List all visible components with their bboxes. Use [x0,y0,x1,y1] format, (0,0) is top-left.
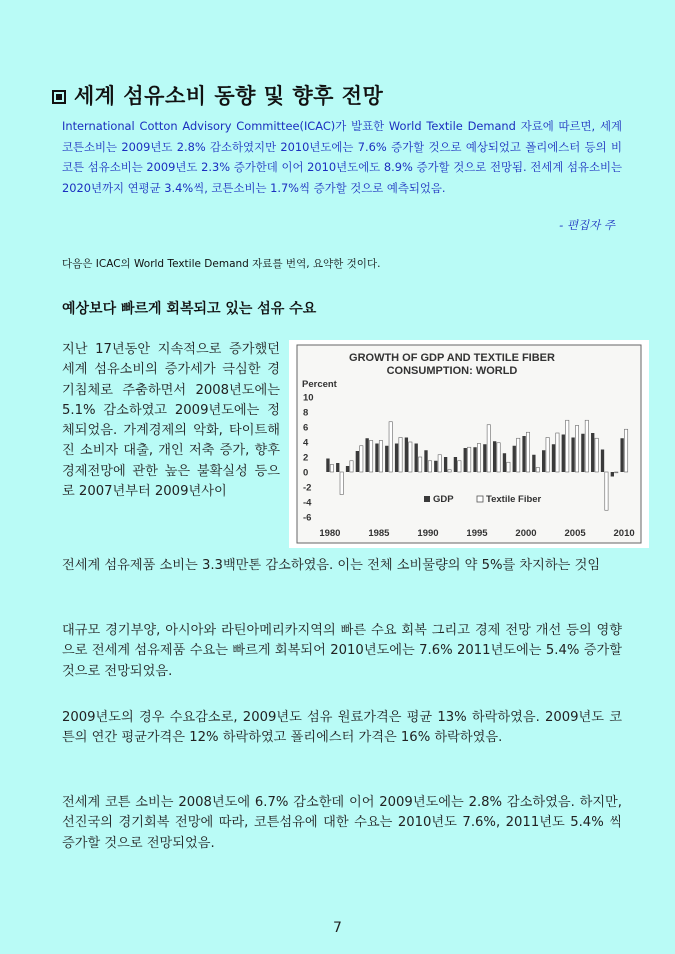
gdp-bar [503,453,506,472]
intro-paragraph: International Cotton Advisory Committee(ICAC)가 발표한 World Textile Demand 자료에 따르면, 세계 코튼소비는 2009년도 2.8% 감소하였지만 2010년도에는 7.6% 증가할 것으로 예상되었고 폴리에스터 등의 비코튼 섬유소비는 2009년도 2.3% 증가한데 이어 2010년도에도 8.9% 증가할 것으로 전망됨. 전세계 섬유소비는 2020년까지 연평균 3.4%씩, 코튼소비는 1.7%씩 증가할 것으로 예측되었음. [62,119,622,195]
textile-fiber-bar [497,443,500,472]
gdp-bar [513,446,516,472]
x-tick-label: 2005 [564,528,586,539]
gdp-bar [346,466,349,472]
textile-fiber-bar [448,470,451,472]
gdp-bar [356,451,359,472]
textile-fiber-bar [615,472,618,473]
chart-svg [289,340,649,548]
y-tick-label: 8 [303,407,309,419]
gdp-bar [581,434,584,472]
gdp-bar [591,433,594,472]
gdp-bar [326,459,329,473]
gdp-bar [385,446,388,472]
textile-fiber-bar [477,444,480,473]
textile-fiber-bar [389,422,392,472]
paragraph-3: 2009년도의 경우 수요감소로, 2009년도 섬유 원료가격은 평균 13% 하락하였음. 2009년도 코튼의 연간 평균가격은 12% 하락하였고 폴리에스터 가격은 16% 하락하였음. [62,710,622,746]
textile-fiber-bar [624,429,627,472]
textile-fiber-bar [526,432,529,472]
gdp-bar [336,463,339,472]
textile-fiber-bar [575,426,578,473]
gdp-bar [562,435,565,473]
gdp-bar [552,444,555,472]
y-tick-label: -2 [303,482,312,494]
x-tick-label: 2010 [613,528,635,539]
y-tick-label: 0 [303,467,309,479]
legend-gdp-label: GDP [433,494,454,505]
y-tick-label: 10 [303,392,314,404]
textile-fiber-bar [536,468,539,473]
textile-fiber-bar [438,455,441,472]
editor-note: - 편집자 주 [559,218,615,232]
x-tick-label: 1980 [319,528,341,539]
textile-fiber-bar [517,438,520,472]
paragraph-1-wrapped: 지난 17년동안 지속적으로 증가했던 세계 섬유소비의 증가세가 극심한 경기침체로 주춤하면서 2008년도에는 5.1% 감소하였고 2009년도에는 정체되었음. 가계경제의 악화, 타이트해진 소비자 대출, 개인 저축 증가, 향후 경제전망에 관한 높은 불확실성 등으로 2007년부터 2009년사이 [62,342,280,500]
gdp-bar [620,438,623,472]
textile-fiber-bar [418,457,421,472]
textile-fiber-bar [556,433,559,472]
textile-fiber-bar [350,461,353,472]
gdp-bar [434,461,437,472]
textile-fiber-bar [595,438,598,472]
textile-fiber-bar [330,465,333,473]
translation-note: 다음은 ICAC의 World Textile Demand 자료를 번역, 요약한 것이다. [62,258,381,270]
chart-title-line-1: GROWTH OF GDP AND TEXTILE FIBER [349,352,555,364]
square-bullet-icon [52,90,66,104]
textile-fiber-bar [369,441,372,473]
gdp-bar [571,438,574,473]
x-tick-label: 1990 [417,528,439,539]
gdp-bar [601,450,604,473]
gdp-bar [532,455,535,472]
y-axis-label: Percent [302,379,337,390]
textile-fiber-bar [507,462,510,472]
gdp-bar [542,450,545,472]
gdp-bar [405,438,408,473]
x-tick-label: 1995 [466,528,488,539]
textile-fiber-bar [487,425,490,472]
textile-fiber-bar [467,447,470,472]
legend-fiber-swatch [477,496,483,502]
paragraph-4: 전세계 코튼 소비는 2008년도에 6.7% 감소한데 이어 2009년도에는 2.8% 감소하였음. 하지만, 선진국의 경기회복 전망에 따라, 코튼섬유에 대한 수요는 2010년도 7.6%, 2011년도 5.4% 씩 증가할 것으로 전망되었음. [62,795,622,851]
gdp-bar [483,444,486,472]
gdp-bar [464,448,467,472]
textile-fiber-bar [585,420,588,472]
textile-fiber-bar [428,461,431,472]
y-tick-label: -4 [303,497,312,509]
gdp-bar [493,441,496,472]
gdp-bar [444,457,447,472]
gdp-bar [375,444,378,473]
gdp-bar [415,444,418,473]
x-tick-label: 1985 [368,528,390,539]
textile-fiber-bar [566,420,569,472]
gdp-bar [365,438,368,472]
textile-fiber-bar [379,441,382,473]
page-number: 7 [333,920,342,936]
paragraph-2: 대규모 경기부양, 아시아와 라틴아메리카지역의 빠른 수요 회복 그리고 경제 전망 개선 등의 영향으로 전세계 섬유제품 수요는 빠르게 회복되어 2010년도에는 7.6% 2011년도에는 5.4% 증가할 것으로 전망되었음. [62,623,622,679]
gdp-fiber-chart [289,340,649,548]
paragraph-1-continued: 전세계 섬유제품 소비는 3.3백만톤 감소하였음. 이는 전체 소비물량의 약 5%를 차지하는 것임 [62,558,601,573]
gdp-bar [473,447,476,472]
gdp-bar [454,457,457,472]
y-tick-label: -6 [303,512,312,524]
page-title-text: 세계 섬유소비 동향 및 향후 전망 [74,84,384,108]
textile-fiber-bar [458,461,461,472]
gdp-bar [522,436,525,472]
textile-fiber-bar [340,472,343,495]
x-tick-label: 2000 [515,528,537,539]
textile-fiber-bar [360,446,363,472]
gdp-bar [395,444,398,473]
chart-title-line-2: CONSUMPTION: WORLD [386,365,518,377]
legend-gdp-swatch [424,496,430,502]
textile-fiber-bar [409,442,412,472]
y-tick-label: 2 [303,452,309,464]
textile-fiber-bar [399,438,402,473]
page-title [52,80,383,110]
gdp-bar [424,450,427,472]
textile-fiber-bar [605,472,608,510]
y-tick-label: 6 [303,422,309,434]
section-heading: 예상보다 빠르게 회복되고 있는 섬유 수요 [62,301,317,317]
y-tick-label: 4 [303,437,309,449]
textile-fiber-bar [546,438,549,473]
gdp-bar [611,472,614,477]
legend-fiber-label: Textile Fiber [486,494,542,505]
